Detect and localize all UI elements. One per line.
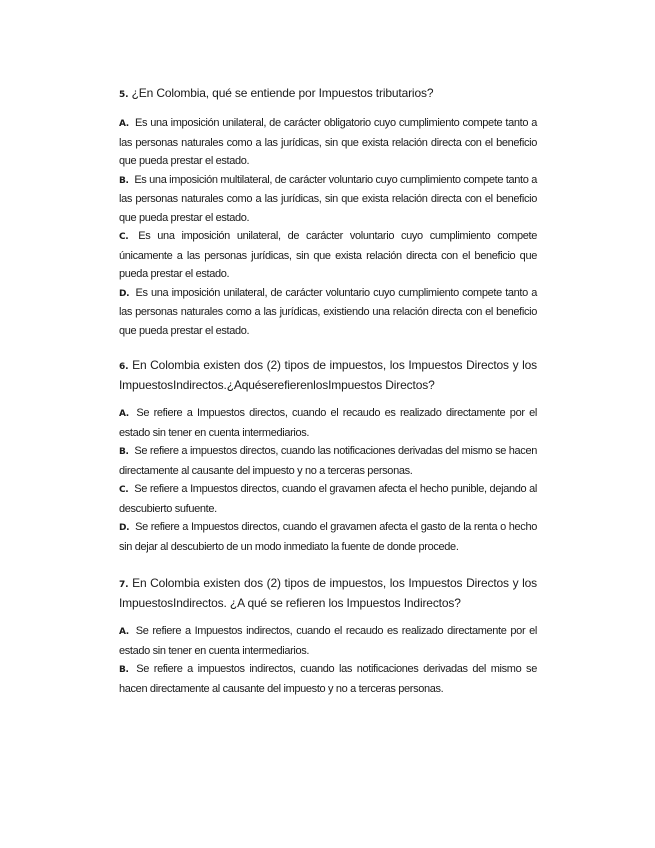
option-text: Es una imposición unilateral, de carácter voluntario cuyo cumplimiento compete únicamente a las personas jurídicas, sin que exista relación directa con el beneficio que pueda prestar el estado. [119,230,537,280]
question-5-text [119,84,537,104]
question-5 [119,84,537,340]
question-prompt: ¿En Colombia, qué se entiende por Impuestos tributarios? [131,86,434,100]
question-number: 5. [119,90,129,100]
option-letter: B. [119,447,129,457]
question-7-text [119,574,537,612]
option-letter: B. [119,175,129,186]
option-a [119,622,537,660]
document-page [119,84,537,720]
question-6-text [119,356,537,394]
option-letter: B. [119,665,129,675]
option-letter: A. [119,627,129,637]
question-7 [119,574,537,698]
question-prompt: En Colombia existen dos (2) tipos de impuestos, los Impuestos Directos y los ImpuestosIndirectos. ¿A qué se refieren los Impuestos Indirectos? [119,576,538,610]
option-text: Se refiere a Impuestos directos, cuando el gravamen afecta el gasto de la renta o hecho sin dejar al descubierto de un modo inmediato la fuente de donde procede. [119,521,537,553]
option-letter: D. [119,523,130,533]
option-text: Se refiere a impuestos indirectos, cuando las notificaciones derivadas del mismo se hacen directamente al causante del impuesto y no a terceras personas. [119,663,537,695]
question-number: 6. [119,362,129,372]
option-text: Se refiere a impuestos directos, cuando las notificaciones derivadas del mismo se hacen directamente al causante del impuesto y no a terceras personas. [119,445,537,477]
question-5-options [119,114,537,340]
question-6-options [119,404,537,556]
option-a [119,404,537,442]
option-text: Se refiere a Impuestos directos, cuando el gravamen afecta el hecho punible, dejando al descubierto sufuente. [119,483,537,515]
option-d [119,284,537,341]
option-d [119,518,537,556]
option-b [119,660,537,698]
option-letter: C. [119,232,129,242]
question-prompt: En Colombia existen dos (2) tipos de impuestos, los Impuestos Directos y los ImpuestosIndirectos.¿AquéserefierenlosImpuestos Directos? [119,358,538,392]
option-letter: A. [119,409,129,419]
question-number: 7. [119,580,129,590]
option-c [119,480,537,518]
option-letter: D. [119,288,130,299]
option-text: Es una imposición unilateral, de carácter obligatorio cuyo cumplimiento compete tanto a las personas naturales como a las jurídicas, sin que exista relación directa con el beneficio que pueda prestar el estado. [119,117,537,167]
option-text: Es una imposición unilateral, de carácter voluntario cuyo cumplimiento compete tanto a las personas naturales como a las jurídicas, existiendo una relación directa con el beneficio que pueda prestar el estado. [119,286,537,337]
option-b [119,171,537,228]
question-7-options [119,622,537,698]
option-c [119,227,537,284]
option-text: Se refiere a Impuestos indirectos, cuando el recaudo es realizado directamente por el estado sin tener en cuenta intermediarios. [119,625,537,657]
option-a [119,114,537,171]
option-text: Es una imposición multilateral, de carácter voluntario cuyo cumplimiento compete tanto a las personas naturales como a las jurídicas, sin que exista relación directa con el beneficio que pueda prestar el estado. [119,173,538,224]
question-6 [119,356,537,556]
option-letter: C. [119,485,129,495]
option-letter: A. [119,119,129,129]
option-b [119,442,537,480]
option-text: Se refiere a Impuestos directos, cuando el recaudo es realizado directamente por el estado sin tener en cuenta intermediarios. [119,407,537,439]
